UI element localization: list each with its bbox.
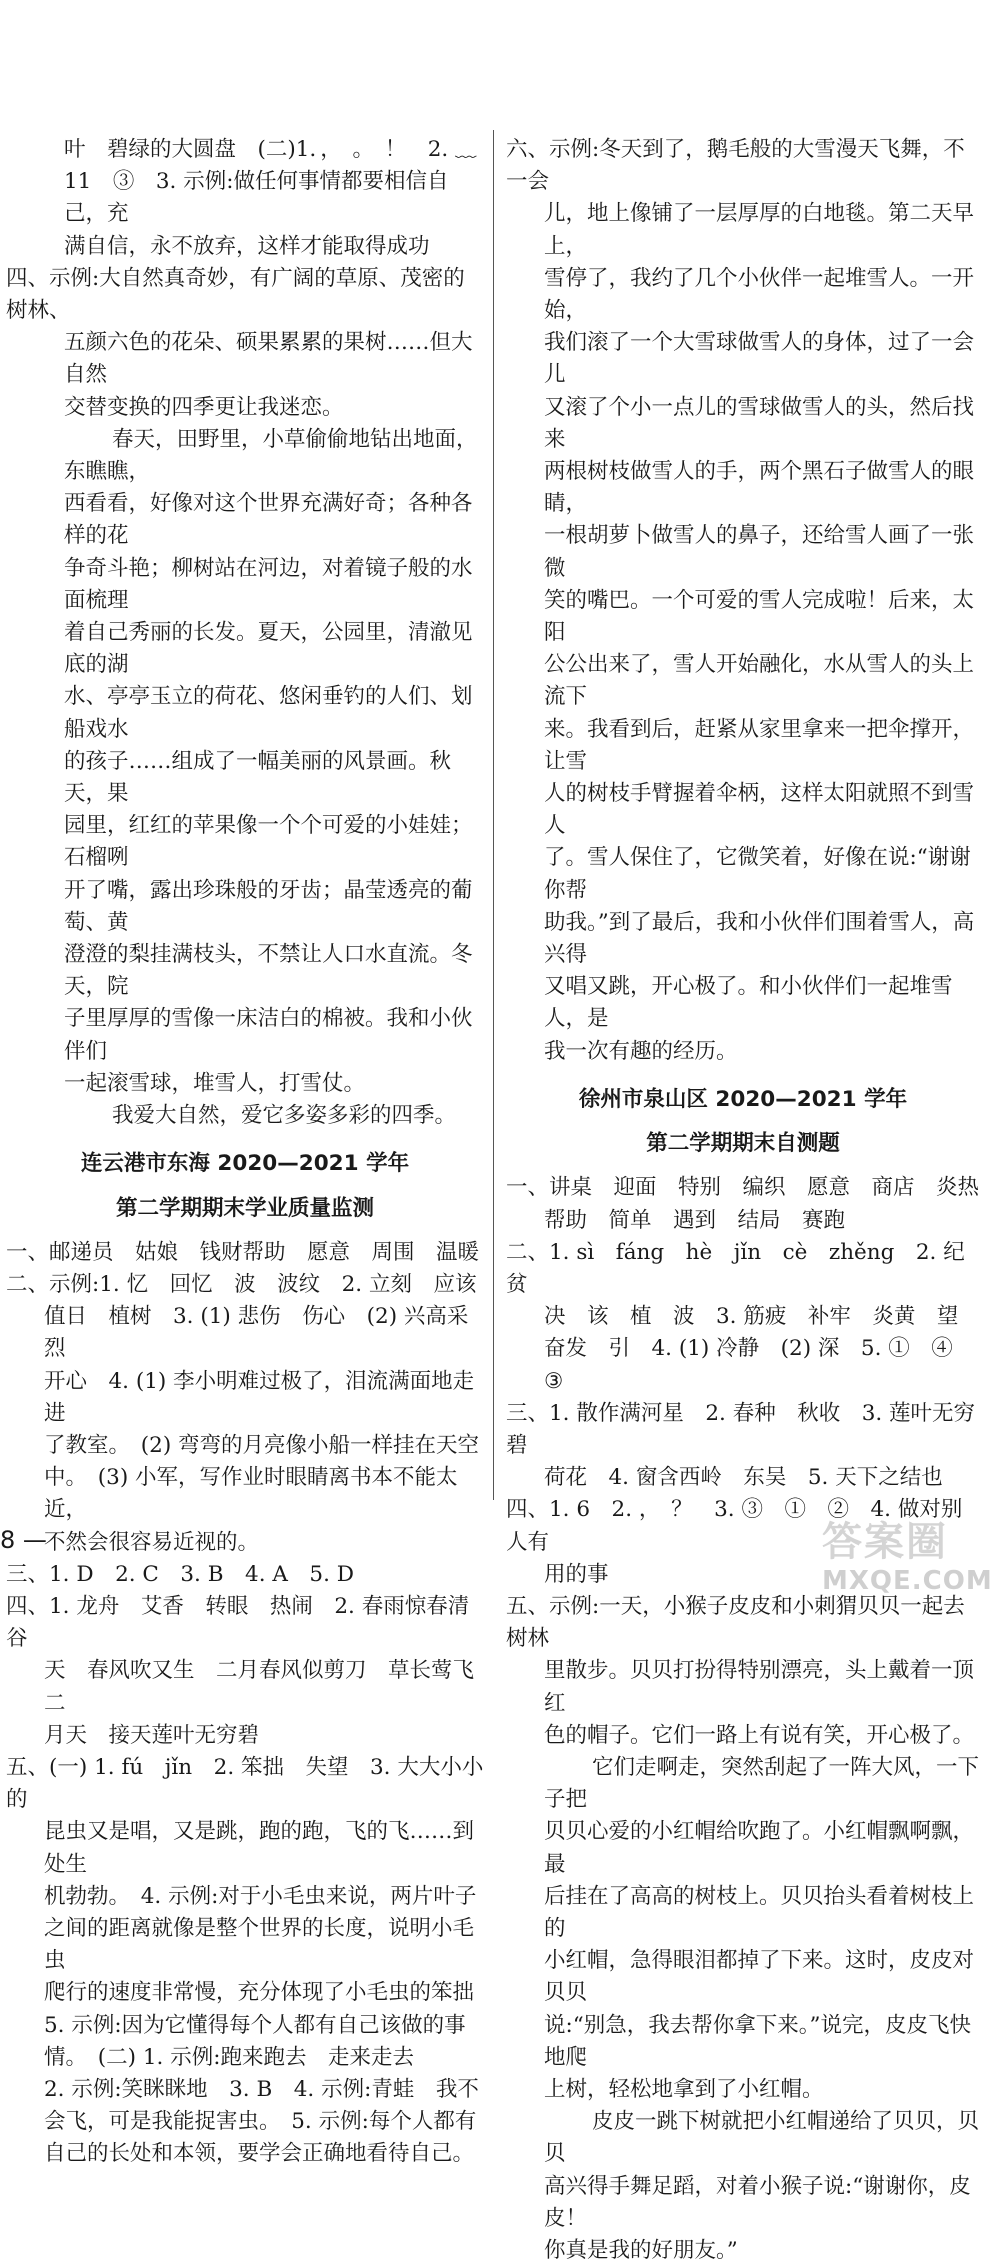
section-heading: 徐州市泉山区 2020—2021 学年 xyxy=(578,1086,908,1112)
answer-line: 一起滚雪球，堆雪人，打雪仗。 xyxy=(64,1070,366,1096)
spacer xyxy=(506,1116,980,1128)
spacer xyxy=(6,1225,484,1237)
answer-line: 儿，地上像铺了一层厚厚的白地毯。第二天早上， xyxy=(544,201,975,259)
answer-line: 五、(一) 1. fú jǐn 2. 笨拙 失望 3. 大大小小的 xyxy=(6,1754,484,1813)
section-heading: 第二学期期末学业质量监测 xyxy=(115,1195,374,1221)
spacer xyxy=(6,1181,484,1193)
answer-line: 争奇斗艳；柳树站在河边，对着镜子般的水面梳理 xyxy=(64,555,473,613)
answer-line: 笑的嘴巴。一个可爱的雪人完成啦！后来，太阳 xyxy=(544,587,975,646)
answer-line: 值日 植树 3. (1) 悲伤 伤心 (2) 兴高采烈 xyxy=(44,1304,469,1362)
answer-line: 澄澄的梨挂满枝头，不禁让人口水直流。冬天，院 xyxy=(64,942,473,1000)
answer-line: 五、示例:一天，小猴子皮皮和小刺猬贝贝一起去树林 xyxy=(506,1593,965,1652)
answer-line: 小红帽，急得眼泪都掉了下来。这时，皮皮对贝贝 xyxy=(544,1948,975,2006)
watermark-logo: 答案圈 xyxy=(822,1519,948,1565)
answer-line: 又唱又跳，开心极了。和小伙伴们一起堆雪人，是 xyxy=(544,974,953,1032)
answer-line: 说:“别急，我去帮你拿下来。”说完，皮皮飞快地爬 xyxy=(544,2012,971,2070)
right-column xyxy=(506,134,987,2267)
watermark-url: MXQE.COM xyxy=(822,1566,993,1596)
answer-line: 一、邮递员 姑娘 钱财帮助 愿意 周围 温暖 xyxy=(6,1239,480,1265)
answer-line: 六、示例:冬天到了，鹅毛般的大雪漫天飞舞，不一会 xyxy=(506,137,965,195)
answer-line: 色的帽子。它们一路上有说有笑，开心极了。 xyxy=(544,1722,975,1748)
answer-line: 了教室。 (2) 弯弯的月亮像小船一样挂在天空 xyxy=(44,1432,480,1458)
answer-line: 一、讲桌 迎面 特别 编织 愿意 商店 炎热 xyxy=(506,1175,980,1201)
answer-line: 子里厚厚的雪像一床洁白的棉被。我和小伙伴们 xyxy=(64,1006,473,1064)
answer-line: 我一次有趣的经历。 xyxy=(544,1038,738,1064)
answer-line: 里散步。贝贝打扮得特别漂亮，头上戴着一顶红 xyxy=(544,1658,975,1716)
answer-line: 情。 (二) 1. 示例:跑来跑去 走来走去 xyxy=(44,2044,414,2070)
answer-line: 机勃勃。 4. 示例:对于小毛虫来说，两片叶子 xyxy=(44,1883,477,1909)
watermark xyxy=(822,1510,993,1596)
answer-line: 满自信，永不放弃，这样才能取得成功 xyxy=(64,233,430,259)
answer-line: 不然会很容易近视的。 xyxy=(44,1529,260,1555)
answer-line: 开了嘴，露出珍珠般的牙齿；晶莹透亮的葡萄、黄 xyxy=(64,877,473,935)
answer-line: 5. 示例:因为它懂得每个人都有自己该做的事 xyxy=(44,2012,466,2038)
answer-line: ③ xyxy=(544,1368,564,1394)
section-heading: 连云港市东海 2020—2021 学年 xyxy=(80,1151,410,1177)
answer-line: 二、1. sì fáng hè jǐn cè zhěng 2. 纪 贫 xyxy=(506,1239,987,1297)
answer-line: 又滚了个小一点儿的雪球做雪人的头，然后找来 xyxy=(544,394,975,452)
answer-line: 皮皮一跳下树就把小红帽递给了贝贝，贝贝 xyxy=(544,2109,980,2167)
answer-line: 荷花 4. 窗含西岭 东吴 5. 天下之结也 xyxy=(544,1465,943,1491)
answer-line: 雪停了，我约了几个小伙伴一起堆雪人。一开始， xyxy=(544,265,975,324)
column-divider xyxy=(493,130,494,1500)
answer-line: 来。我看到后，赶紧从家里拿来一把伞撑开，让雪 xyxy=(544,716,975,774)
answer-line: 帮助 简单 遇到 结局 赛跑 xyxy=(544,1207,846,1233)
answer-line: 11 ③ 3. 示例:做任何事情都要相信自己，充 xyxy=(64,169,449,227)
answer-line: 2. 示例:笑眯眯地 3. B 4. 示例:青蛙 我不 xyxy=(44,2076,479,2102)
answer-line: 奋发 引 4. (1) 冷静 (2) 深 5. ① ④ xyxy=(544,1336,953,1362)
answer-line: 用的事 xyxy=(544,1561,609,1587)
answer-line: 我爱大自然，爱它多姿多彩的四季。 xyxy=(112,1103,457,1129)
answer-line: 三、1. D 2. C 3. B 4. A 5. D xyxy=(6,1561,354,1587)
answer-line: 五颜六色的花朵、硕果累累的果树……但大自然 xyxy=(64,330,473,388)
answer-line: 叶 碧绿的大圆盘 (二)1．， 。 ！ 2. ﹏ xyxy=(64,137,477,162)
answer-line: 它们走啊走，突然刮起了一阵大风，一下子把 xyxy=(544,1754,980,1813)
spacer xyxy=(506,1068,980,1084)
answer-line: 中。 (3) 小军，写作业时眼睛离书本不能太近， xyxy=(44,1465,458,1523)
answer-line: 你真是我的好朋友。” xyxy=(544,2238,738,2263)
answer-line: 两根树枝做雪人的手，两个黑石子做雪人的眼睛， xyxy=(544,459,975,517)
answer-line: 月天 接天莲叶无穷碧 xyxy=(44,1722,260,1748)
answer-line: 贝贝心爱的小红帽给吹跑了。小红帽飘啊飘，最 xyxy=(544,1819,975,1877)
answer-line: 一根胡萝卜做雪人的鼻子，还给雪人画了一张微 xyxy=(544,523,975,581)
answer-line: 上树，轻松地拿到了小红帽。 xyxy=(544,2076,824,2102)
answer-line: 园里，红红的苹果像一个个可爱的小娃娃；石榴咧 xyxy=(64,813,473,871)
answer-line: 四、1. 龙舟 艾香 转眼 热闹 2. 春雨惊春清谷 xyxy=(6,1593,470,1652)
answer-line: 二、示例:1. 忆 回忆 波 波纹 2. 立刻 应该 xyxy=(6,1271,477,1297)
answer-line: 后挂在了高高的树枝上。贝贝抬头看着树枝上的 xyxy=(544,1883,975,1941)
answer-line: 决 该 植 波 3. 筋疲 补牢 炎黄 望 xyxy=(544,1304,959,1330)
answer-line: 三、1. 散作满河星 2. 春种 秋收 3. 莲叶无穷碧 xyxy=(506,1400,976,1458)
answer-line: 高兴得手舞足蹈，对着小猴子说:“谢谢你，皮皮！ xyxy=(544,2173,971,2231)
answer-line: 西看看，好像对这个世界充满好奇；各种各样的花 xyxy=(64,491,473,549)
answer-line: 着自己秀丽的长发。夏天，公园里，清澈见底的湖 xyxy=(64,620,473,678)
answer-line: 了。雪人保住了，它微笑着，好像在说:“谢谢你帮 xyxy=(544,845,971,903)
answer-line: 我们滚了一个大雪球做雪人的身体，过了一会儿 xyxy=(544,330,975,388)
left-column xyxy=(6,134,484,2171)
answer-line: 自己的长处和本领，要学会正确地看待自己。 xyxy=(44,2141,475,2167)
answer-line: 四、1. 6 2. ， ？ 3. ③ ① ② 4. 做对别人有 xyxy=(506,1497,963,1555)
answer-line: 交替变换的四季更让我迷恋。 xyxy=(64,394,344,420)
page-number: 8 — xyxy=(0,1526,47,1554)
answer-line: 四、示例:大自然真奇妙，有广阔的草原、茂密的树林、 xyxy=(6,265,465,324)
answer-line: 爬行的速度非常慢，充分体现了小毛虫的笨拙 xyxy=(44,1980,475,2006)
section-heading: 第二学期期末自测题 xyxy=(646,1131,840,1157)
answer-line: 昆虫又是唱，又是跳，跑的跑，飞的飞……到处生 xyxy=(44,1819,475,1877)
answer-line: 水、亭亭玉立的荷花、悠闲垂钓的人们、划船戏水 xyxy=(64,684,473,742)
answer-line: 之间的距离就像是整个世界的长度，说明小毛虫 xyxy=(44,1915,475,1974)
answer-line: 天 春风吹又生 二月春风似剪刀 草长莺飞二 xyxy=(44,1658,475,1716)
answer-line: 公公出来了，雪人开始融化，水从雪人的头上流下 xyxy=(544,652,975,710)
answer-line: 会飞，可是我能捉害虫。 5. 示例:每个人都有 xyxy=(44,2109,477,2135)
answer-line: 开心 4. (1) 李小明难过极了，泪流满面地走进 xyxy=(44,1368,475,1426)
answer-line: 助我。”到了最后，我和小伙伴们围着雪人，高兴得 xyxy=(544,909,975,968)
spacer xyxy=(6,1132,484,1148)
answer-line: 人的树枝手臂握着伞柄，这样太阳就照不到雪人 xyxy=(544,781,975,839)
answer-line: 的孩子……组成了一幅美丽的风景画。秋天，果 xyxy=(64,748,452,807)
spacer xyxy=(506,1160,980,1172)
answer-line: 春天，田野里，小草偷偷地钻出地面，东瞧瞧， xyxy=(64,426,478,485)
